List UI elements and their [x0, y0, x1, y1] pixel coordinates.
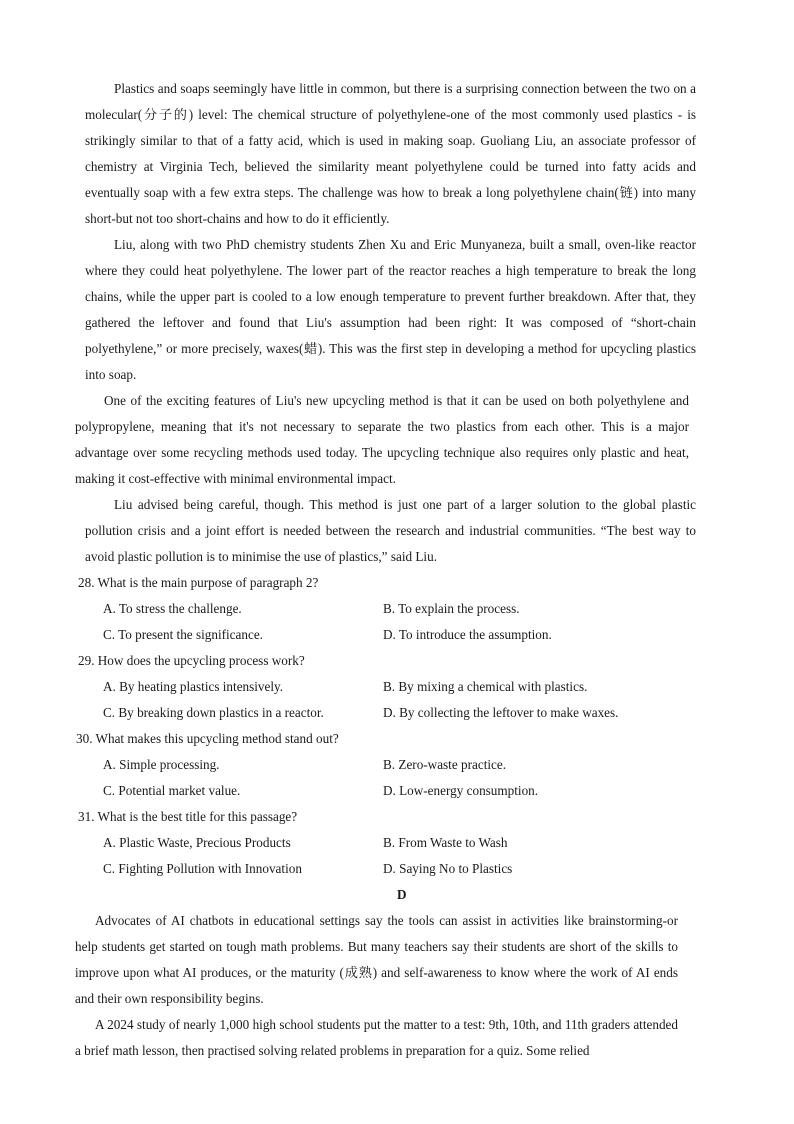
question-31-option-c[interactable]: C. Fighting Pollution with Innovation — [103, 861, 302, 876]
question-31-stem: 31. What is the best title for this passage? — [78, 809, 298, 824]
passage-c-paragraph-3: One of the exciting features of Liu's new upcycling method is that it can be used on both polyethylene and polypropylene, meaning that it's not necessary to separate the two plastics from each other. This is a major advantage over some recycling methods used today. The upcycling technique also requires only plastic and heat, making it cost-effective with minimal environmental impact. — [75, 393, 689, 486]
question-30-stem: 30. What makes this upcycling method stand out? — [76, 731, 339, 746]
passage-c-paragraph-4: Liu advised being careful, though. This method is just one part of a larger solution to the global plastic pollution crisis and a joint effort is needed between the research and industrial communities. “The best way to avoid plastic pollution is to minimise the use of plastics,” said Liu. — [85, 497, 696, 564]
question-28-option-c[interactable]: C. To present the significance. — [103, 627, 263, 642]
question-29-option-b[interactable]: B. By mixing a chemical with plastics. — [383, 679, 588, 694]
question-30-option-c[interactable]: C. Potential market value. — [103, 783, 241, 798]
passage-d-paragraph-1: Advocates of AI chatbots in educational settings say the tools can assist in activities like brainstorming-or help students get started on tough math problems. But many teachers say their students are short of the skills to improve upon what AI produces, or the maturity (成熟) and self-awareness to know where the work of AI ends and their own responsibility begins. — [75, 913, 678, 1006]
question-28-option-a[interactable]: A. To stress the challenge. — [103, 601, 242, 616]
question-31-option-d[interactable]: D. Saying No to Plastics — [383, 861, 513, 876]
question-29-option-d[interactable]: D. By collecting the leftover to make waxes. — [383, 705, 619, 720]
passage-c-paragraph-2: Liu, along with two PhD chemistry students Zhen Xu and Eric Munyaneza, built a small, oven-like reactor where they could heat polyethylene. The lower part of the reactor reaches a high temperature to break the long chains, while the upper part is cooled to a low enough temperature to prevent further breakdown. After that, they gathered the leftover and found that Liu's assumption had been right: It was composed of “short-chain polyethylene,” or more precisely, waxes(蜡). This was the first step in developing a method for upcycling plastics into soap. — [85, 237, 696, 382]
question-29-stem: 29. How does the upcycling process work? — [78, 653, 305, 668]
question-30-option-a[interactable]: A. Simple processing. — [103, 757, 220, 772]
question-30-option-d[interactable]: D. Low-energy consumption. — [383, 783, 539, 798]
question-30-option-b[interactable]: B. Zero-waste practice. — [383, 757, 507, 772]
question-31-option-b[interactable]: B. From Waste to Wash — [383, 835, 508, 850]
question-29-option-c[interactable]: C. By breaking down plastics in a reactor. — [103, 705, 324, 720]
question-31-option-a[interactable]: A. Plastic Waste, Precious Products — [103, 835, 291, 850]
question-28-option-d[interactable]: D. To introduce the assumption. — [383, 627, 552, 642]
passage-c-paragraph-1: Plastics and soaps seemingly have little in common, but there is a surprising connection between the two on a molecular(分子的) level: The chemical structure of polyethylene-one of the most commonly used plastics - is strikingly similar to that of a fatty acid, which is used in making soap. Guoliang Liu, an associate professor of chemistry at Virginia Tech, believed the similarity meant polyethylene could be turned into fatty acids and eventually soap with a few extra steps. The challenge was how to break a long polyethylene chain(链) into many short-but not too short-chains and how to do it efficiently. — [85, 81, 696, 226]
question-28-option-b[interactable]: B. To explain the process. — [383, 601, 520, 616]
section-heading-d: D — [397, 887, 407, 902]
question-29-option-a[interactable]: A. By heating plastics intensively. — [103, 679, 284, 694]
question-28-stem: 28. What is the main purpose of paragraph 2? — [78, 575, 319, 590]
passage-d-paragraph-2: A 2024 study of nearly 1,000 high school students put the matter to a test: 9th, 10th, and 11th graders attended a brief math lesson, then practised solving related problems in preparation for a quiz. Some relied — [75, 1017, 678, 1058]
